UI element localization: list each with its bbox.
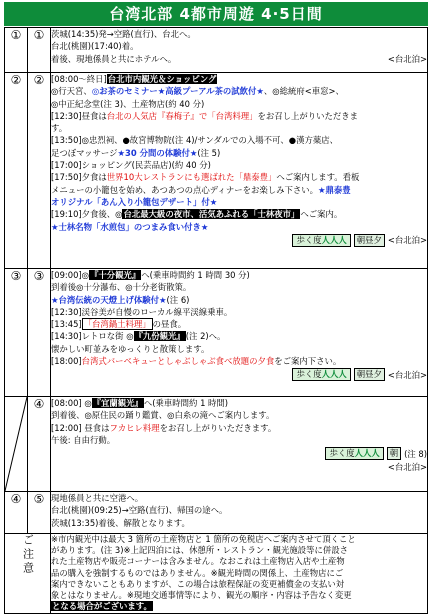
schedule-line: [19:10]夕食後、◎台北最大級の夜市、活気あふれる「士林夜市」へご案内。 [51, 209, 343, 220]
note-line: ※市内観光中は最大 3 箇所の土産物店と 1 箇所の免税店へご案内させて頂くこと [51, 534, 356, 544]
schedule-line: [17:00]ショッピング(民芸品店)(約 40 分) [51, 160, 211, 171]
schedule-line: [12:00] 昼食はフカヒレ料理をお召し上がりいただきます。 [51, 422, 277, 433]
day-schedule [51, 397, 428, 492]
day-row-1 [5, 28, 428, 73]
schedule-line: [09:00]◎『十分観光』へ(乗車時間約 1 時間 30 分) [51, 270, 250, 280]
schedule-line: [18:00]台湾式バーベキューとしゃぶしゃぶ食べ放題の夕食をご案内下さい。 [51, 356, 342, 367]
day-row-4 [5, 397, 428, 492]
day-badges [51, 447, 427, 460]
notes-label-cell [5, 534, 51, 614]
schedule-line: ★台湾伝統の天燈上げ体験付★(注 6) [51, 294, 190, 305]
schedule-line: 足つぼマッサージ★30 分間の体験付★(注 5) [51, 147, 221, 158]
note-line: 品の購入を強制するものではありません。※観光時間の関係上、土産物店にご [51, 567, 344, 578]
schedule-line: [13:50]◎忠烈祠、●故宮博物院(注 4)/サンダルでの入場不可、●漢方薬店、 [51, 135, 338, 146]
schedule-line: 到着後◎十分瀑布、◎十分老街散策。 [51, 282, 192, 293]
walk-icon: 人人人 [321, 369, 347, 380]
schedule-line: [14:30]レトロな街 ◎『九份観光』(注 2)へ。 [51, 331, 226, 342]
schedule-line: [08:00～終日]台北市内観光＆ショッピング [51, 74, 217, 84]
day-schedule [51, 28, 428, 73]
day-badges [51, 234, 427, 247]
day-number-empty [5, 397, 28, 492]
stay-label: <台北泊> [387, 235, 427, 246]
notes-text [51, 534, 428, 614]
schedule-line: ★士林名物「水煎包」のつまみ食い付き★ [51, 221, 209, 232]
walk-level-badge: 歩く度人人人 [292, 234, 350, 247]
stay-label: <台北泊> [387, 53, 427, 64]
schedule-line: [12:30]昼食は台北の人気店『春梅子』で「台湾料理」をお召し上がりいただきま [51, 110, 359, 121]
schedule-line: 午後: 自由行動。 [51, 434, 116, 445]
schedule-line: [17:50]夕食は世界10大レストランにも選ばれた「鼎泰豊」へご案内します。看板 [51, 172, 360, 183]
schedule-line: 茨城(13:35)着後、解散となります。 [51, 517, 190, 528]
schedule-line: [13:45] 「台湾鍋土料理」 の昼食。 [51, 319, 187, 330]
day-row-3 [5, 269, 428, 397]
day-row-5 [5, 492, 428, 534]
schedule-line: [08:00] ◎『宜蘭観光』へ(乗車時間約 1 時間) [51, 398, 229, 408]
note-line: れた土産物店や販売コーナーは含みません。なおこれは土産物店入店や土産物 [51, 556, 345, 567]
note-line: 案内できないこともありますが、この場合は旅程保証の変更補償金の支払い対 [51, 578, 345, 589]
day-schedule [51, 492, 428, 534]
day-badges [51, 368, 427, 381]
day-number: ③ [5, 269, 28, 397]
day-number-alt: ④ [28, 397, 51, 492]
diagonal-strike [5, 397, 27, 491]
note-line: があります。(注 3)※上記四泊には、休憩所・レストラン・観光施設等に併設さ [51, 545, 348, 556]
schedule-line: 台北(桃園)(17:40)着。 [51, 41, 139, 52]
day-number: ② [5, 73, 28, 269]
stay-label: <台北泊> [387, 369, 427, 380]
schedule-line: 着後、現地係員と共にホテルへ。 <台北泊> [51, 53, 427, 64]
schedule-line: 懐かしい町並みをゆっくりと散策します。 [51, 343, 210, 354]
schedule-line: す。 [51, 123, 68, 134]
walk-icon: 人人人 [321, 234, 347, 245]
walk-icon: 人人人 [354, 448, 380, 459]
itinerary-table [4, 27, 428, 614]
day-schedule [51, 73, 428, 269]
meal-badge: 朝昼夕 [354, 234, 385, 247]
highlight-label: 台北市内観光＆ショッピング [107, 74, 217, 84]
notes-label: ご注意 [21, 534, 35, 576]
day-number: ④ [5, 492, 28, 534]
day-number: ① [5, 28, 28, 73]
day-number-alt: ② [28, 73, 51, 269]
meal-badge: 朝 [387, 447, 401, 460]
day-number-alt: ① [28, 28, 51, 73]
schedule-line: ◎中正紀念堂(注 3)、土産物店(約 40 分) [51, 98, 205, 109]
schedule-line: オリジナル「あん入り小籠包デザート」付★ [51, 196, 218, 207]
meal-note: (注 8) [404, 448, 427, 459]
page-title: 台湾北部 4都市周遊 4·5日間 [4, 2, 428, 26]
day-badges [51, 461, 427, 473]
day-number-alt: ③ [28, 269, 51, 397]
walk-level-badge: 歩く度人人人 [325, 447, 383, 460]
schedule-line: 到着後、◎原住民の踊り鑑賞、◎白糸の滝へご案内します。 [51, 410, 275, 421]
day-number-alt: ⑤ [28, 492, 51, 534]
note-line: となる場合がございます。 [52, 601, 152, 612]
day-schedule [51, 269, 428, 397]
schedule-line: 現地係員と共に空港へ。 [51, 493, 144, 503]
day-row-2 [5, 73, 428, 269]
meal-badge: 朝昼夕 [354, 368, 385, 381]
schedule-line: メニューの小籠包を始め、あつあつの点心ディナーをお楽しみ下さい。★鼎泰豊 [51, 184, 351, 195]
schedule-line: [12:30]渓谷美が自慢のローカル線平渓線乗車。 [51, 306, 233, 317]
walk-level-badge: 歩く度人人人 [292, 368, 350, 381]
schedule-line: 茨城(14:35)発→空路(直行)、台北へ。 [51, 29, 196, 39]
stay-label: <台北泊> [387, 462, 427, 473]
notes-row [5, 534, 428, 614]
note-line: 象とはなりません。※現地交通事情等により、観光の順序・内容は予告なく変更 [51, 590, 352, 601]
schedule-line: ◎行天宮、◎お茶のセミナー★高級プーアル茶の試飲付★、◎総統府<車窓>、 [51, 86, 344, 97]
schedule-line: 台北(桃園)(09:25)→空路(直行)、帰国の途へ。 [51, 505, 228, 516]
